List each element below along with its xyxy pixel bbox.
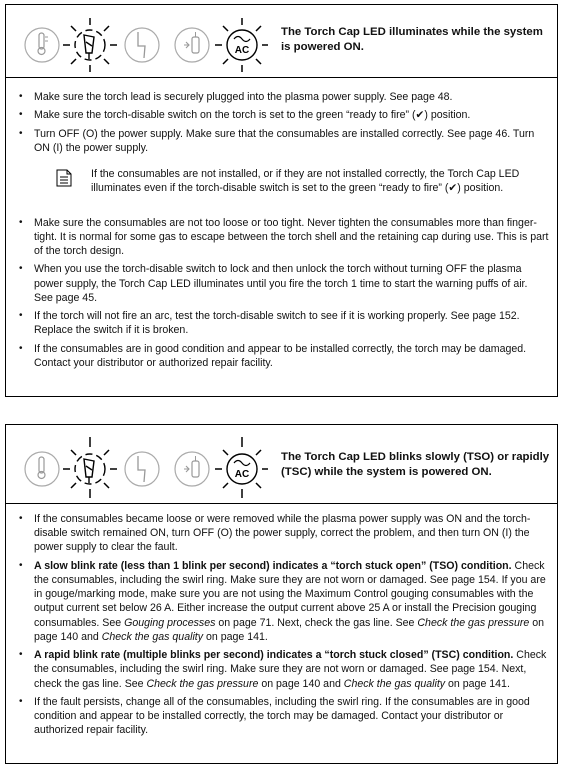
list-text: Check the consumables, including the swirl ring. Make sure they are not worn or damaged. See page 154. If you are in gouge/marking mode, make sure you are not using the Maximum Control gouging consumables with the output current set below 26 A. Either increase the output current above 25 A or install the Precision gouging consumables. See: [34, 559, 546, 629]
thermometer-icon: [25, 452, 59, 486]
list-item-tso: [6, 559, 557, 644]
gas-cylinder-icon: [175, 28, 209, 62]
list-item-tsc: [6, 648, 557, 691]
list-item: • Make sure the torch lead is securely plugged into the plasma power supply. See page 48.: [6, 90, 557, 104]
tso-condition-heading: A slow blink rate (less than 1 blink per second) indicates a “torch stuck open” (TSO) condition.: [34, 559, 512, 572]
lightning-icon: [125, 28, 159, 62]
panel-header: [6, 425, 557, 504]
status-icon-row: [20, 15, 268, 75]
list-item: • If the consumables became loose or were removed while the plasma power supply was ON and the torch-disable switch remained ON, turn OFF (O) the power supply, correct the problem, and then turn ON (I) the power supply to clear the fault.: [6, 512, 557, 555]
lightning-icon: [125, 452, 159, 486]
note-text: If the consumables are not installed, or if they are not installed correctly, the Torch Cap LED illuminates even if the torch-disable switch is set to the green “ready to fire” (✔) position.: [91, 168, 520, 195]
solution-list: [6, 216, 557, 371]
list-item: • If the consumables are in good condition and appear to be installed correctly, the torch may be damaged. Contact your distributor or authorized repair facility.: [6, 342, 557, 370]
ac-power-icon: [215, 18, 268, 72]
tsc-condition-heading: A rapid blink rate (multiple blinks per second) indicates a “torch stuck closed” (TSC) condition.: [34, 649, 514, 662]
panel-body: [6, 504, 557, 738]
list-text: Check the consumables, including the swirl ring. Make sure they are not worn or damaged. See page 154. Next, check the gas line. See: [34, 649, 547, 690]
panel-title: The Torch Cap LED illuminates while the system is powered ON.: [281, 26, 543, 53]
note-icon: [56, 169, 72, 191]
gas-pressure-ref: Check the gas pressure: [417, 616, 530, 629]
panel-title: The Torch Cap LED blinks slowly (TSO) or rapidly (TSC) while the system is powered ON.: [281, 451, 550, 478]
list-text: on page 140 and: [258, 677, 344, 690]
troubleshooting-panel-led-on: [5, 4, 558, 397]
status-icon-row: [20, 435, 268, 499]
gas-cylinder-icon: [175, 452, 209, 486]
torch-cap-led-icon: [63, 18, 117, 72]
thermometer-icon: [25, 28, 59, 62]
ac-power-icon: [215, 437, 268, 498]
panel-header: [6, 5, 557, 78]
ac-label: AC: [234, 45, 250, 56]
ac-label: AC: [234, 469, 250, 480]
panel-body: [6, 78, 557, 370]
gas-pressure-ref: Check the gas pressure: [146, 677, 259, 690]
note: [6, 167, 557, 195]
list-item: • Turn OFF (O) the power supply. Make sure that the consumables are installed correctly. See page 46. Turn ON (I) the power supply.: [6, 127, 557, 155]
list-item: • Make sure the torch-disable switch on the torch is set to the green “ready to fire” (✔) position.: [6, 108, 557, 122]
list-item: • If the torch will not fire an arc, test the torch-disable switch to see if it is working properly. See page 152. Replace the switch if it is broken.: [6, 309, 557, 337]
gas-quality-ref: Check the gas quality: [343, 677, 446, 690]
list-item: • When you use the torch-disable switch to lock and then unlock the torch without turning OFF the plasma power supply, the Torch Cap LED illuminates until you fire the torch 1 time to start the warning puffs of air. See page 45.: [6, 262, 557, 305]
gouging-processes-ref: Gouging processes: [124, 616, 216, 629]
list-item: • If the fault persists, change all of the consumables, including the swirl ring. If the consumables are in good condition and appear to be installed correctly, the torch may be damaged. Contact your distributor or authorized repair facility.: [6, 695, 557, 738]
solution-list: [6, 90, 557, 155]
list-text: on page 141.: [203, 630, 268, 643]
list-item: • Make sure the consumables are not too loose or too tight. Never tighten the consumables more than finger-tight. It is normal for some gas to escape between the torch shell and the retaining cap during use. This is part of the torch design.: [6, 216, 557, 259]
troubleshooting-panel-led-blinks: [5, 424, 558, 764]
gas-quality-ref: Check the gas quality: [101, 630, 204, 643]
list-text: on page 141.: [445, 677, 510, 690]
torch-cap-led-icon: [63, 437, 117, 498]
list-text: on page 140 and: [34, 616, 545, 643]
solution-list: [6, 512, 557, 738]
list-text: on page 71. Next, check the gas line. See: [215, 616, 418, 629]
